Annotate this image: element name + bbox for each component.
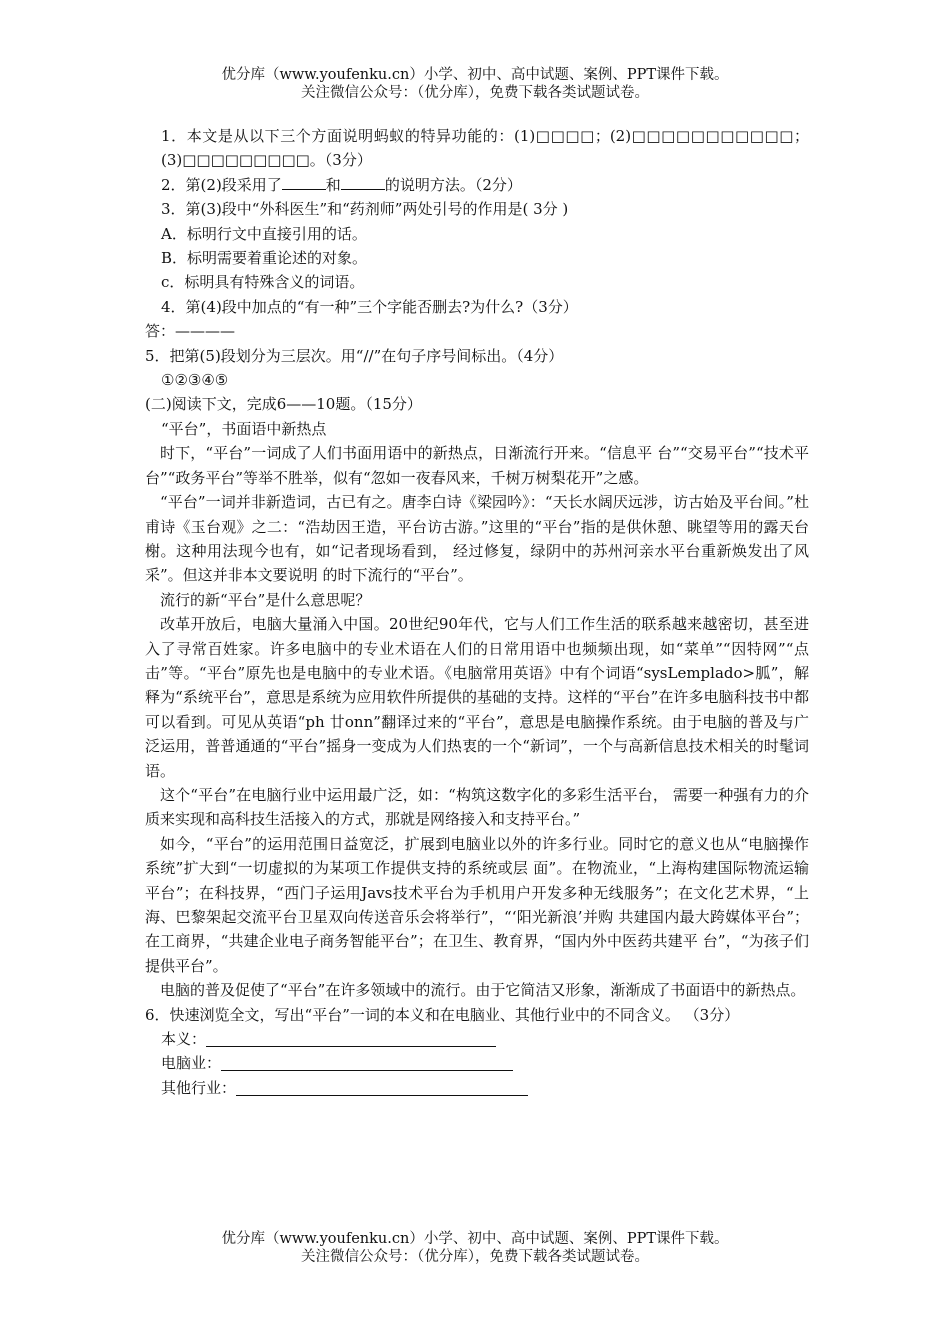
document-body: [145, 124, 809, 1100]
question-5-sequence: ①②③④⑤: [161, 371, 229, 390]
footer-line-1: 优分库（www.youfenku.cn）小学、初中、高中试题、案例、PPT课件下载。: [221, 1231, 729, 1247]
q6-computer-answer-line[interactable]: [221, 1056, 513, 1071]
answer-blank-2[interactable]: [341, 189, 385, 190]
article-paragraph-5: 这个“平台”在电脑行业中运用最广泛，如：“构筑这数字化的多彩生活平台， 需要一种强有力的介质来实现和高科技生活接入的方式，那就是网络接入和支持平台。”: [145, 785, 809, 829]
answer-blank-1[interactable]: [282, 189, 326, 190]
question-3: 3．第(3)段中“外科医生”和“药剂师”两处引号的作用是( 3分 ): [161, 200, 569, 219]
question-2-text-c: 的说明方法。（2分）: [384, 175, 522, 194]
question-6: 6．快速浏览全文，写出“平台”一词的本义和在电脑业、其他行业中的不同含义。 （3分）: [145, 1005, 740, 1024]
q6-computer-row: [145, 1051, 809, 1075]
article-paragraph-3: 流行的新“平台”是什么意思呢？: [160, 590, 371, 609]
q6-original-answer-line[interactable]: [206, 1032, 496, 1047]
q6-original-row: [145, 1027, 809, 1051]
article-paragraph-4: 改革开放后，电脑大量涌入中国。20世纪90年代，它与人们工作生活的联系越来越密切，甚至进入了寻常百姓家。许多电脑中的专业术语在人们的日常用语中也频频出现，如“菜单”“因特网”“点击”等。“平台”原先也是电脑中的专业术语。《电脑常用英语》中有个词语“sysLemplado>胍”，解释为“系统平台”，意思是系统为应用软件所提供的基础的支持。这样的“平台”在许多电脑科技书中都可以看到。可见从英语“ph 廿onn”翻译过来的“平台”，意思是电脑操作系统。由于电脑的普及与广泛运用，普普通通的“平台”摇身一变成为人们热衷的一个“新词”，一个与高新信息技术相关的时髦词语。: [145, 615, 809, 780]
q6-computer-label: 电脑业：: [161, 1054, 222, 1073]
article-paragraph-6: 如今，“平台”的运用范围日益宽泛，扩展到电脑业以外的许多行业。同时它的意义也从“电脑操作系统”扩大到“一切虚拟的为某项工作提供支持的系统或层 面”。在物流业，“上海构建国际物流运输平台”；在科技界，“西门子运用Javs技术平台为手机用户开发多种无线服务”；在文化艺术界，“上海、巴黎架起交流平台卫星双向传送音乐会将举行”，“‘阳光新浪’并购 共建国内最大跨媒体平台”； 在工商界，“共建企业电子商务智能平台”；在卫生、教育界，“国内外中医药共建平 台”，“为孩子们提供平台”。: [145, 834, 809, 975]
question-1: 1．本文是从以下三个方面说明蚂蚁的特异功能的：(1)□□□□；(2)□□□□□□□□□□□；(3)□□□□□□□□□。（3分）: [161, 127, 809, 170]
header-line-2: 关注微信公众号：（优分库），免费下载各类试题试卷。: [301, 85, 649, 101]
q6-other-label: 其他行业：: [161, 1078, 237, 1097]
question-5: 5．把第(5)段划分为三层次。用“//”在句子序号间标出。（4分）: [145, 346, 564, 365]
question-3-option-b: B．标明需要着重论述的对象。: [161, 249, 368, 268]
question-4-answer: 答：————: [145, 322, 236, 341]
question-2-text-b: 和: [325, 175, 341, 194]
article-paragraph-2: “平台”一词并非新造词，古已有之。唐李白诗《梁园吟》：“天长水阔厌远涉，访古始及平台间。”杜甫诗《玉台观》之二：“浩劫因王造，平台访古游。”这里的“平台”指的是供休憩、眺望等用的露天台榭。这种用法现今也有，如“记者现场看到， 经过修复，绿阴中的苏州河亲水平台重新焕发出了风采”。但这并非本文要说明 的时下流行的“平台”。: [145, 493, 809, 585]
section-2-intro: (二)阅读下文，完成6——10题。（15分）: [145, 395, 422, 414]
q6-original-label: 本义：: [161, 1030, 207, 1049]
question-3-option-a: A．标明行文中直接引用的话。: [161, 224, 367, 243]
question-3-option-c: c．标明具有特殊含义的词语。: [161, 273, 365, 292]
question-2: [145, 173, 809, 197]
question-2-text-a: 2．第(2)段采用了: [161, 175, 282, 194]
question-4: 4．第(4)段中加点的“有一种”三个字能否删去?为什么?（3分）: [161, 297, 578, 316]
article-paragraph-1: 时下，“平台”一词成了人们书面用语中的新热点，日渐流行开来。“信息平 台”“交易平台”“技术平台”“政务平台”等举不胜举，似有“忽如一夜春风来，千树万树梨花开”之感。: [145, 444, 809, 487]
footer-line-2: 关注微信公众号：（优分库），免费下载各类试题试卷。: [301, 1249, 649, 1265]
article-paragraph-7: 电脑的普及促使了“平台”在许多领域中的流行。由于它简洁又形象，渐渐成了书面语中的新热点。: [160, 981, 806, 1000]
page-footer: [0, 1230, 950, 1266]
page-header: [0, 66, 950, 102]
q6-other-row: [145, 1076, 809, 1100]
q6-other-answer-line[interactable]: [236, 1081, 528, 1096]
header-line-1: 优分库（www.youfenku.cn）小学、初中、高中试题、案例、PPT课件下载。: [221, 67, 729, 83]
article-title: “平台”，书面语中新热点: [161, 419, 327, 438]
